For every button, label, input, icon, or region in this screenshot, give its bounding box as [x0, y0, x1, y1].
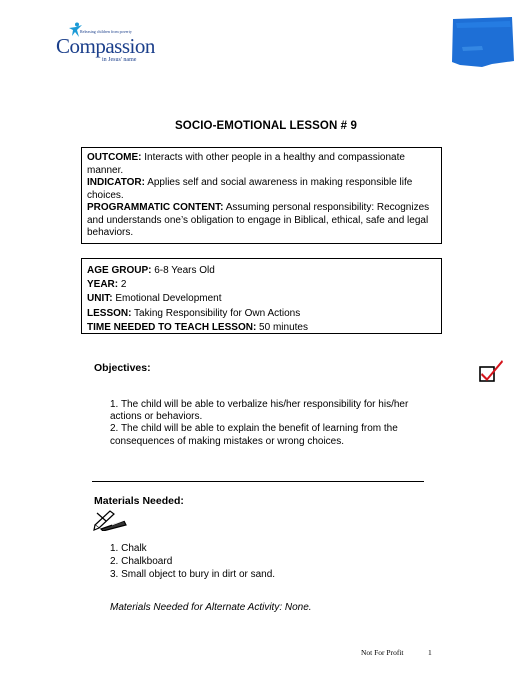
outcome-label: OUTCOME: [87, 152, 142, 163]
outcome-box [81, 147, 442, 244]
lesson-title: SOCIO-EMOTIONAL LESSON # 9 [175, 120, 357, 132]
lesson-label: LESSON: [87, 307, 132, 319]
logo-wordmark: Compassion [56, 34, 155, 58]
year-row [87, 278, 436, 292]
outcome-row [87, 152, 436, 177]
checkbox-check-icon [478, 359, 504, 383]
pencil-crayon-icon [92, 507, 130, 531]
unit-label: UNIT: [87, 293, 113, 305]
materials-heading: Materials Needed: [94, 495, 184, 507]
section-divider [92, 481, 424, 482]
age-group-row [87, 264, 436, 278]
compassion-logo [52, 22, 162, 70]
objective-item-1: 1. The child will be able to verbalize his/her responsibility for his/her actions or behaviors. [110, 399, 409, 423]
year-label: YEAR: [87, 279, 119, 291]
time-needed-label: TIME NEEDED TO TEACH LESSON: [87, 321, 257, 333]
materials-list [110, 543, 275, 581]
time-needed-value: 50 minutes [256, 321, 308, 333]
lesson-value: Taking Responsibility for Own Actions [131, 307, 301, 319]
programmatic-content-label: PROGRAMMATIC CONTENT: [87, 202, 224, 213]
objective-item-2: 2. The child will be able to explain the benefit of learning from the consequences of making mistakes or wrong choices. [110, 423, 398, 447]
blue-brush-block [452, 17, 514, 67]
age-group-value: 6-8 Years Old [151, 265, 215, 276]
indicator-text: Applies self and social awareness in making responsible life choices. [87, 177, 413, 201]
programmatic-content-text: Assuming personal responsibility: Recognizes and understands one’s obligation to engage in Biblical, ethical, safe and legal behaviors. [87, 202, 430, 238]
lesson-info-box [81, 258, 442, 334]
material-item-2: 2. Chalkboard [110, 555, 173, 567]
unit-value: Emotional Development [112, 293, 222, 305]
time-needed-row [87, 321, 436, 335]
alternate-materials-note: Materials Needed for Alternate Activity: None. [110, 602, 312, 613]
material-item-1: 1. Chalk [110, 543, 147, 554]
unit-row [87, 292, 436, 306]
page-number: 1 [428, 648, 432, 657]
year-value: 2 [118, 279, 127, 291]
indicator-label: INDICATOR: [87, 177, 145, 188]
indicator-row [87, 177, 436, 202]
objectives-list [110, 399, 430, 448]
lesson-row [87, 307, 436, 321]
programmatic-content-row [87, 202, 436, 240]
logo-subtitle: in Jesus' name [102, 57, 137, 63]
objectives-heading: Objectives: [94, 362, 151, 374]
outcome-text: Interacts with other people in a healthy and compassionate manner. [87, 152, 405, 176]
age-group-label: AGE GROUP: [87, 265, 152, 276]
footer-note: Not For Profit [361, 648, 404, 657]
logo-tagline: Releasing children from poverty [80, 29, 132, 34]
material-item-3: 3. Small object to bury in dirt or sand. [110, 568, 276, 580]
